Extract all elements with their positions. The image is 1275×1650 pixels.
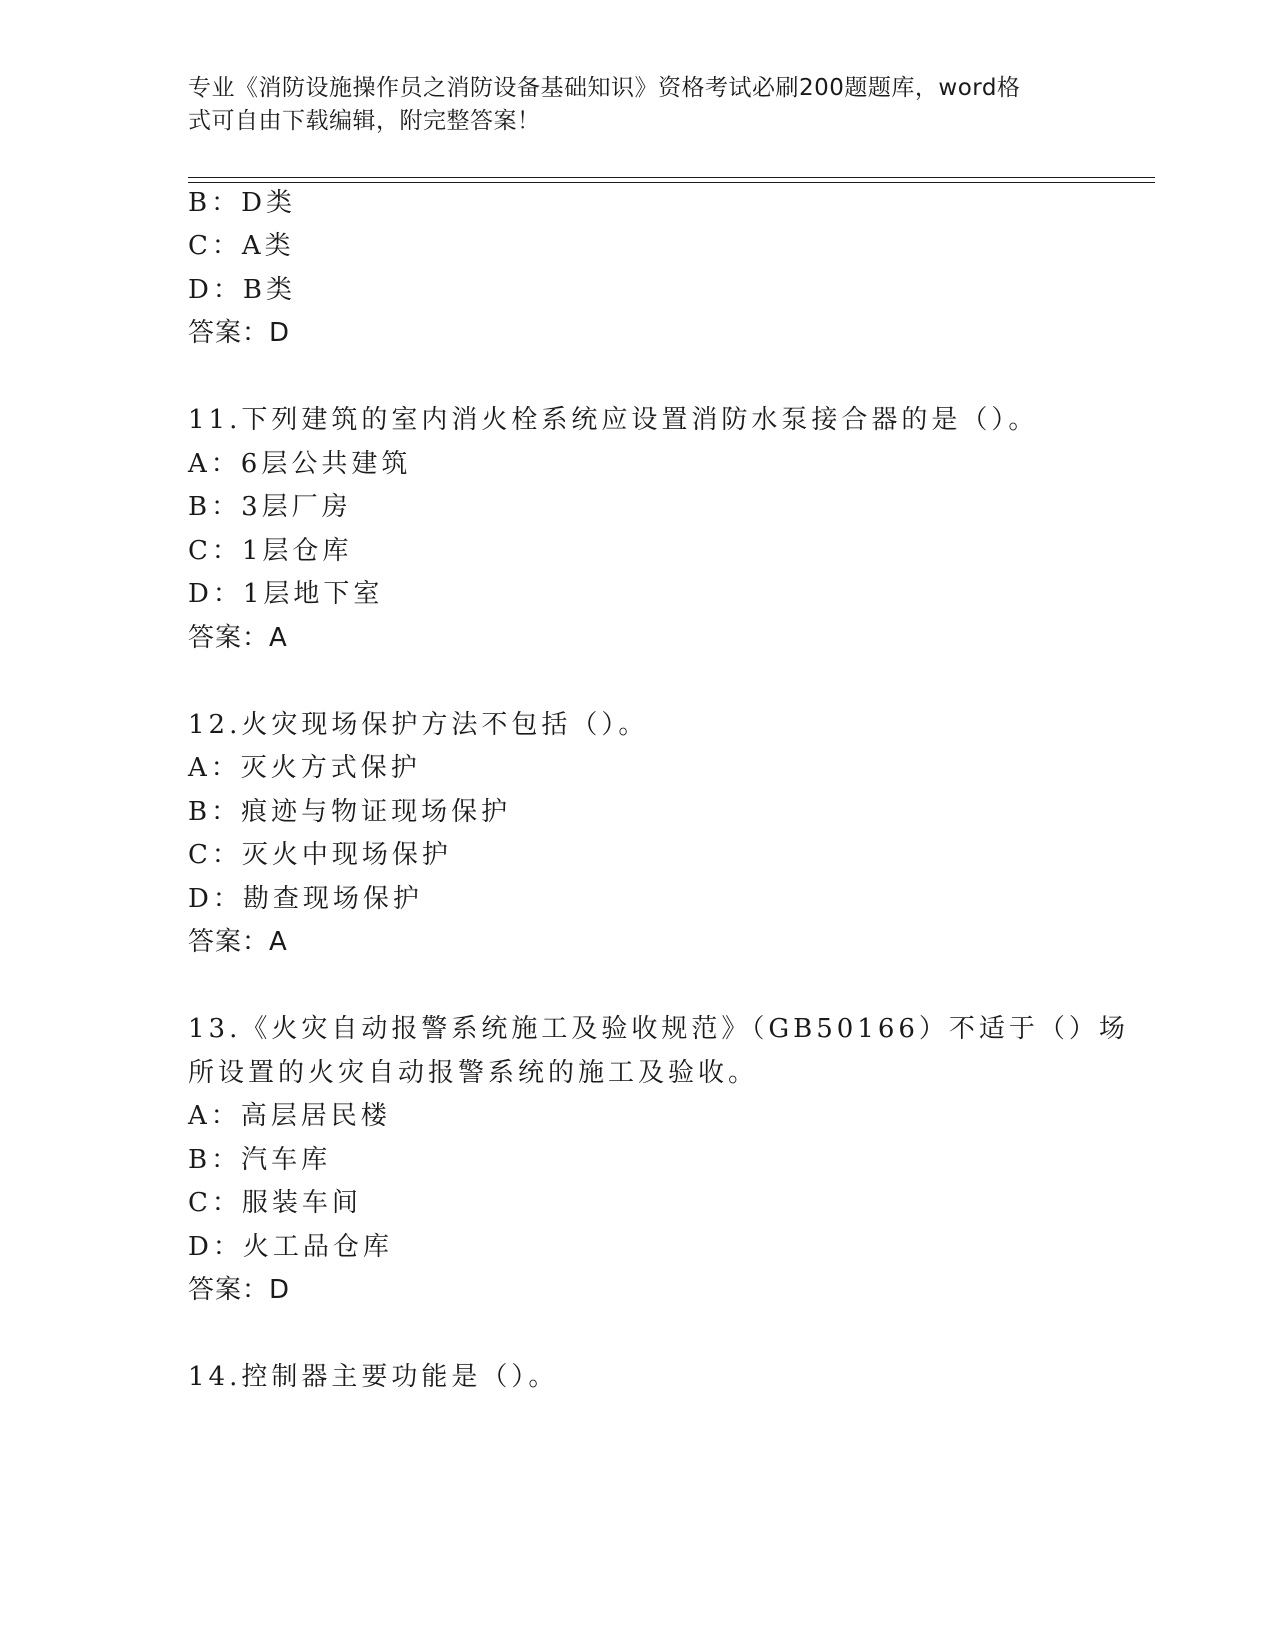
answer: 答案：D <box>188 318 291 348</box>
question-11-option-a: A：6层公共建筑 <box>188 449 412 479</box>
question-11-answer: 答案：A <box>188 623 288 653</box>
question-12-answer: 答案：A <box>188 927 288 957</box>
question-12-option-d: D：勘查现场保护 <box>188 884 423 914</box>
question-13-stem-line-1: 13.《火灾自动报警系统施工及验收规范》（GB50166）不适于（）场 <box>188 1014 1129 1044</box>
header-title-line-1: 专业《消防设施操作员之消防设备基础知识》资格考试必刷200题题库，word格 <box>188 75 1021 101</box>
question-13-answer: 答案：D <box>188 1275 291 1305</box>
document-header <box>188 72 1068 138</box>
question-12-stem: 12.火灾现场保护方法不包括（）。 <box>188 710 649 740</box>
option-d: D：B类 <box>188 275 296 305</box>
question-12-option-a: A：灭火方式保护 <box>188 753 421 783</box>
question-11-option-d: D：1层地下室 <box>188 579 384 609</box>
option-c: C：A类 <box>188 231 295 261</box>
question-12-option-b: B：痕迹与物证现场保护 <box>188 797 512 827</box>
question-13-option-a: A：高层居民楼 <box>188 1101 391 1131</box>
header-title-line-2: 式可自由下载编辑，附完整答案！ <box>188 108 541 134</box>
option-b: B：D类 <box>188 188 296 218</box>
question-14-stem: 14.控制器主要功能是（）。 <box>188 1362 559 1392</box>
question-12-option-c: C：灭火中现场保护 <box>188 840 452 870</box>
question-11-option-c: C：1层仓库 <box>188 536 353 566</box>
header-divider-top <box>188 177 1155 178</box>
question-11-stem: 11.下列建筑的室内消火栓系统应设置消防水泵接合器的是（）。 <box>188 405 1039 435</box>
question-13-stem-line-2: 所设置的火灾自动报警系统的施工及验收。 <box>188 1058 759 1088</box>
question-13-option-b: B：汽车库 <box>188 1145 332 1175</box>
question-11-option-b: B：3层厂房 <box>188 492 352 522</box>
question-13-option-c: C：服装车间 <box>188 1188 362 1218</box>
question-13-option-d: D：火工品仓库 <box>188 1232 393 1262</box>
header-divider-bottom <box>188 182 1155 183</box>
